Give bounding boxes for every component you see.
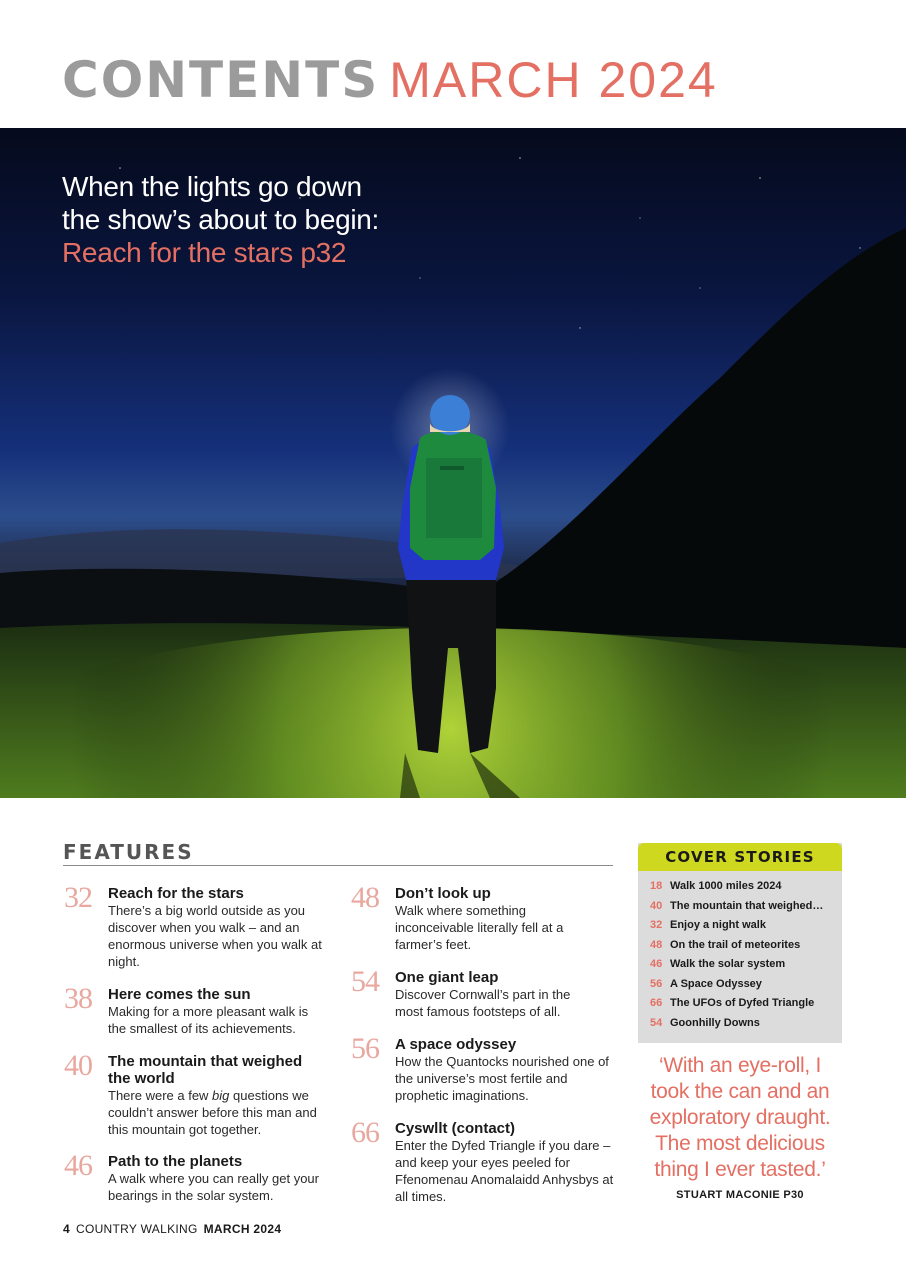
feature-page-number: 32	[64, 881, 92, 914]
feature-title: Don’t look up	[395, 885, 491, 902]
features-heading: FEATURES	[63, 840, 194, 864]
feature-title: Cyswllt (contact)	[395, 1120, 516, 1137]
feature-description-end: questions we couldn’t answer before this man and this mountain got together.	[108, 1088, 317, 1137]
cover-story-label: Enjoy a night walk	[670, 919, 766, 931]
feature-description: How the Quantocks nourished one of the universe’s most fertile and prophetic imaginations.	[395, 1054, 609, 1103]
feature-title: A space odyssey	[395, 1036, 517, 1053]
feature-page-number: 54	[351, 965, 379, 998]
cover-story-page: 18	[650, 880, 663, 892]
feature-page-number: 40	[64, 1049, 92, 1082]
cover-story-page: 40	[650, 899, 663, 912]
pull-quote: ‘With an eye-roll, I took the can and an exploratory draught. The most delicious thing I ever tasted.’	[649, 1054, 831, 1181]
feature-title: The mountain that weighed the world	[108, 1053, 303, 1087]
feature-description: A walk where you can really get your bearings in the solar system.	[108, 1171, 319, 1203]
cover-story-label: Goonhilly Downs	[670, 1016, 760, 1029]
feature-title: Path to the planets	[108, 1153, 243, 1170]
cover-story-item[interactable]	[650, 977, 838, 997]
features-divider	[63, 865, 613, 866]
cover-story-page: 32	[650, 919, 663, 931]
cover-story-label: Walk the solar system	[670, 958, 786, 970]
hero-photo	[0, 128, 906, 798]
cover-story-page: 66	[650, 997, 663, 1009]
feature-description: There’s a big world outside as you discover when you walk – and an enormous universe when you walk at night.	[108, 903, 322, 969]
cover-story-item[interactable]	[650, 879, 838, 899]
feature-description: Making for a more pleasant walk is the smallest of its achievements.	[108, 1004, 309, 1036]
feature-page-number: 46	[64, 1149, 92, 1182]
feature-page-number: 38	[64, 982, 92, 1015]
feature-page-number: 66	[351, 1116, 379, 1149]
hero-caption	[62, 170, 382, 269]
cover-story-item[interactable]	[650, 1016, 838, 1036]
footer-issue: MARCH 2024	[203, 1222, 282, 1236]
cover-story-label: A Space Odyssey	[670, 977, 762, 990]
cover-story-label: On the trail of meteorites	[670, 938, 801, 951]
hero-caption-main: When the lights go down the show’s about to begin:	[62, 171, 380, 235]
footer-magazine-name: COUNTRY WALKING	[75, 1222, 198, 1236]
cover-story-item[interactable]	[650, 938, 838, 958]
cover-story-item[interactable]	[650, 899, 838, 919]
cover-story-label: The mountain that weighed…	[670, 899, 824, 912]
cover-story-page: 54	[650, 1016, 663, 1029]
page-header	[0, 0, 906, 128]
cover-story-item[interactable]	[650, 996, 838, 1016]
page-title	[62, 52, 718, 108]
feature-description	[108, 1087, 322, 1138]
footer-page-number: 4	[63, 1222, 70, 1236]
cover-story-item[interactable]	[650, 918, 838, 938]
cover-story-label: Walk 1000 miles 2024	[670, 880, 782, 892]
feature-title: Here comes the sun	[108, 986, 251, 1003]
feature-description-emphasis: big	[212, 1088, 230, 1103]
feature-description: Walk where something inconceivable literally fell at a farmer’s feet.	[395, 903, 564, 952]
cover-story-page: 56	[650, 977, 663, 990]
feature-page-number: 48	[351, 881, 379, 914]
cover-story-item[interactable]	[650, 957, 838, 977]
feature-title: One giant leap	[395, 969, 499, 986]
cover-stories-box	[638, 843, 842, 1043]
feature-title: Reach for the stars	[108, 885, 244, 902]
title-contents: CONTENTS	[62, 51, 380, 109]
feature-page-number: 56	[351, 1032, 379, 1065]
feature-description-start: There were a few	[108, 1088, 213, 1103]
cover-stories-heading: COVER STORIES	[638, 843, 842, 871]
cover-stories-list	[650, 879, 838, 1035]
cover-story-page: 46	[650, 958, 663, 970]
page-footer	[63, 1222, 281, 1236]
feature-description: Enter the Dyfed Triangle if you dare – and keep your eyes peeled for Ffenomenau Anomalaidd Anhysbys at all times.	[395, 1138, 614, 1204]
cover-story-label: The UFOs of Dyfed Triangle	[670, 997, 815, 1009]
hero-caption-link[interactable]: Reach for the stars p32	[62, 237, 347, 268]
feature-description: Discover Cornwall’s part in the most famous footsteps of all.	[395, 987, 571, 1019]
cover-story-page: 48	[650, 938, 663, 951]
pull-quote-attribution[interactable]: STUART MACONIE P30	[676, 1189, 804, 1201]
title-issue-date: MARCH 2024	[389, 52, 718, 108]
